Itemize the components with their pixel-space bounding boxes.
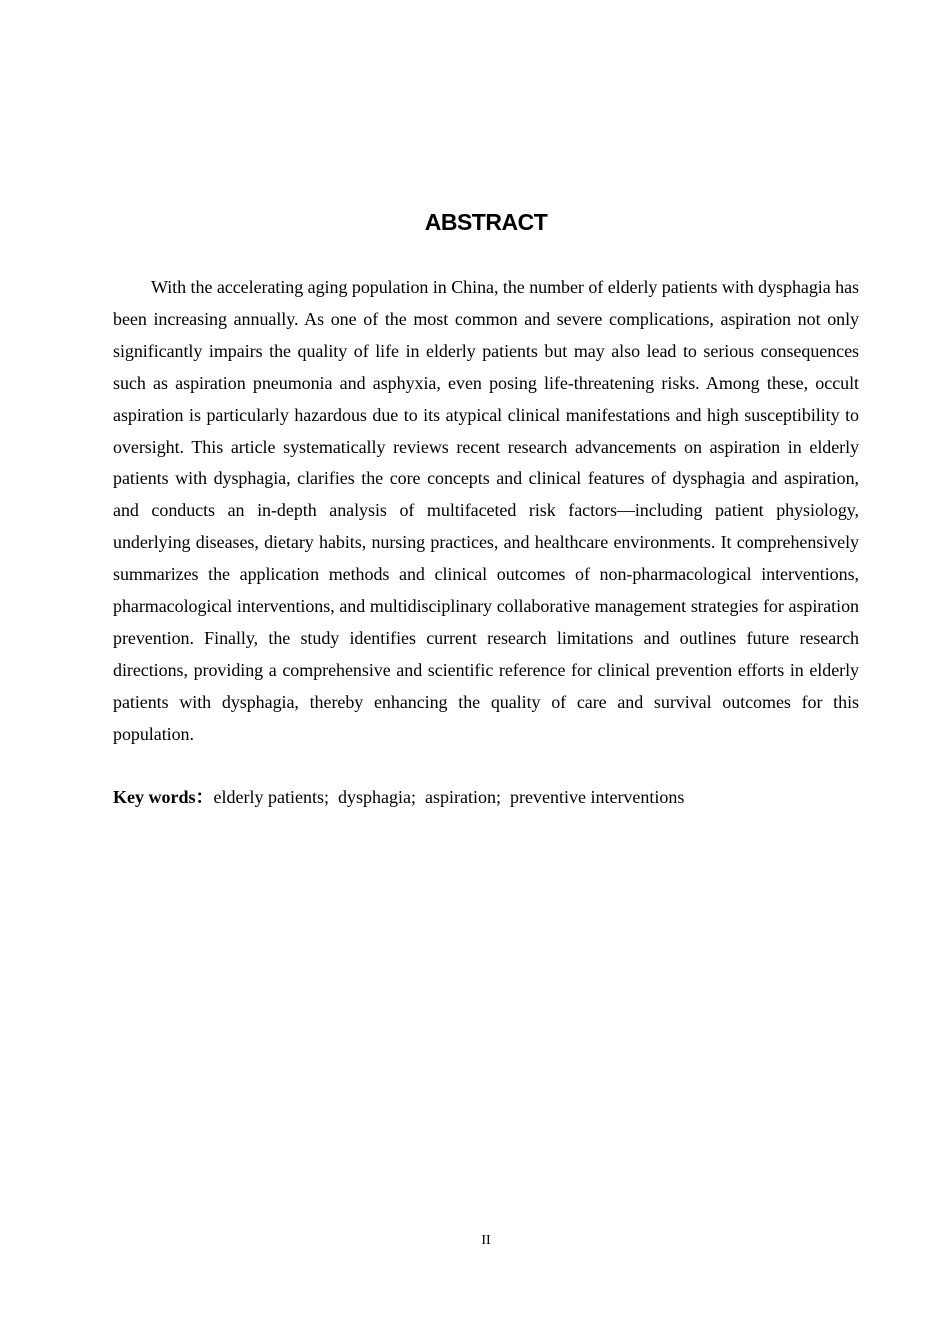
page-number: II bbox=[481, 1233, 491, 1248]
keyword-separator: ; bbox=[410, 787, 425, 807]
keyword-item: aspiration bbox=[424, 787, 496, 807]
keyword-separator: ; bbox=[323, 787, 338, 807]
abstract-heading: ABSTRACT bbox=[424, 209, 548, 235]
keyword-item: elderly patients bbox=[213, 787, 324, 807]
keywords-line bbox=[113, 782, 859, 813]
keyword-item: dysphagia bbox=[337, 787, 411, 807]
keywords-label: Key words： bbox=[113, 787, 214, 807]
abstract-paragraph: With the accelerating aging population in China, the number of elderly patients with dysphagia has been increasing annually. As one of the most common and severe complications, aspiration not only significantly impairs the quality of life in elderly patients but may also lead to serious consequences such as aspiration pneumonia and asphyxia, even posing life-threatening risks. Among these, occult aspiration is particularly hazardous due to its atypical clinical manifestations and high susceptibility to oversight. This article systematically reviews recent research advancements on aspiration in elderly patients with dysphagia, clarifies the core concepts and clinical features of dysphagia and aspiration, and conducts an in-depth analysis of multifaceted risk factors—including patient physiology, underlying diseases, dietary habits, nursing practices, and healthcare environments. It comprehensively summarizes the application methods and clinical outcomes of non-pharmacological interventions, pharmacological interventions, and multidisciplinary collaborative management strategies for aspiration prevention. Finally, the study identifies current research limitations and outlines future research directions, providing a comprehensive and scientific reference for clinical prevention efforts in elderly patients with dysphagia, thereby enhancing the quality of care and survival outcomes for this population. bbox=[113, 277, 859, 744]
keyword-item: preventive interventions bbox=[509, 787, 685, 807]
keyword-separator: ; bbox=[495, 787, 510, 807]
